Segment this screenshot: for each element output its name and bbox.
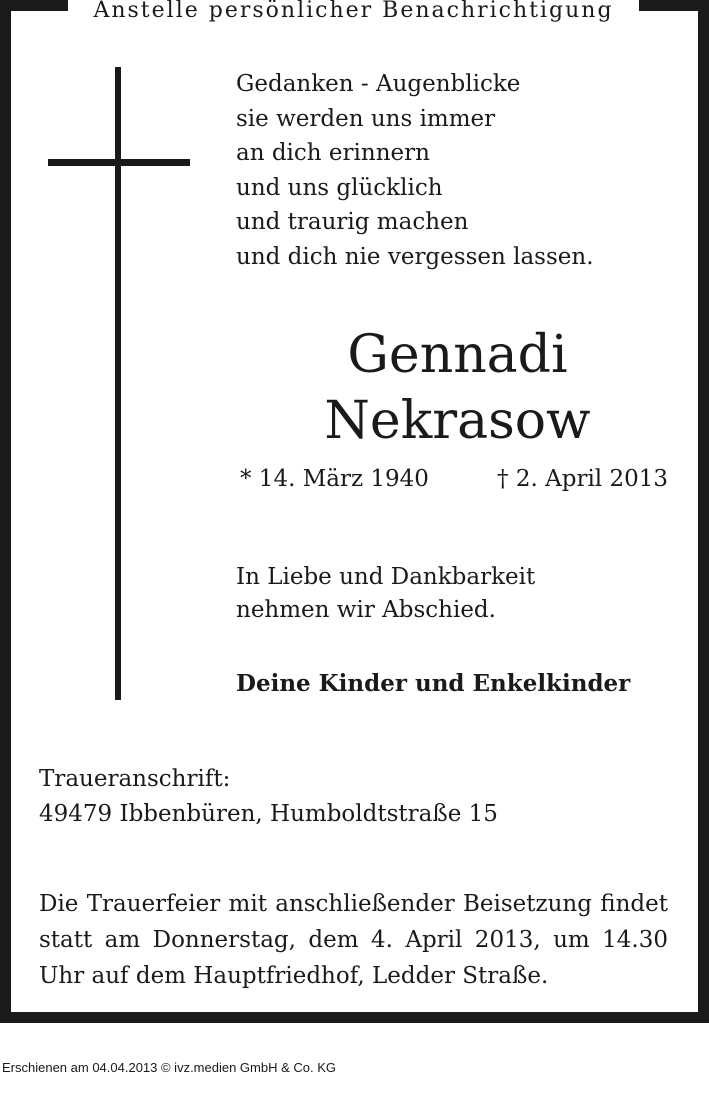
ceremony-line: statt am Donnerstag, dem 4. April 2013, um 14.30: [39, 927, 668, 953]
mourners-signature: Deine Kinder und Enkelkinder: [236, 670, 631, 697]
poem-line: und uns glücklich: [236, 174, 443, 201]
life-dates: [240, 463, 668, 495]
deceased-name: [236, 322, 679, 454]
farewell-line: nehmen wir Abschied.: [236, 597, 496, 623]
farewell-line: In Liebe und Dankbarkeit: [236, 564, 536, 590]
deceased-last-name: Nekrasow: [324, 391, 591, 451]
poem-line: und dich nie vergessen lassen.: [236, 243, 594, 270]
death-date: † 2. April 2013: [497, 466, 668, 492]
poem-line: und traurig machen: [236, 209, 469, 235]
poem-line: an dich erinnern: [236, 140, 430, 166]
address-label: Traueranschrift:: [39, 766, 231, 792]
publication-footer: Erschienen am 04.04.2013 © ivz.medien GmbH & Co. KG: [2, 1060, 337, 1075]
address-value: 49479 Ibbenbüren, Humboldtstraße 15: [39, 801, 498, 827]
ceremony-info: [39, 886, 668, 994]
poem: [236, 67, 594, 274]
deceased-first-name: Gennadi: [347, 325, 568, 385]
poem-line: Gedanken - Augenblicke: [236, 71, 521, 97]
mourning-address: [39, 762, 498, 832]
farewell-message: [236, 561, 535, 627]
birth-date: * 14. März 1940: [240, 466, 429, 492]
poem-line: sie werden uns immer: [236, 105, 496, 132]
frame-top-left-bar: [0, 0, 68, 11]
header-notice: Anstelle persönlicher Benachrichtigung: [93, 0, 614, 23]
ceremony-line: Uhr auf dem Hauptfriedhof, Ledder Straße.: [39, 963, 549, 989]
cross-horizontal-beam: [48, 159, 190, 166]
frame-top-right-bar: [639, 0, 709, 11]
ceremony-line: Die Trauerfeier mit anschließender Beisetzung findet: [39, 891, 668, 917]
